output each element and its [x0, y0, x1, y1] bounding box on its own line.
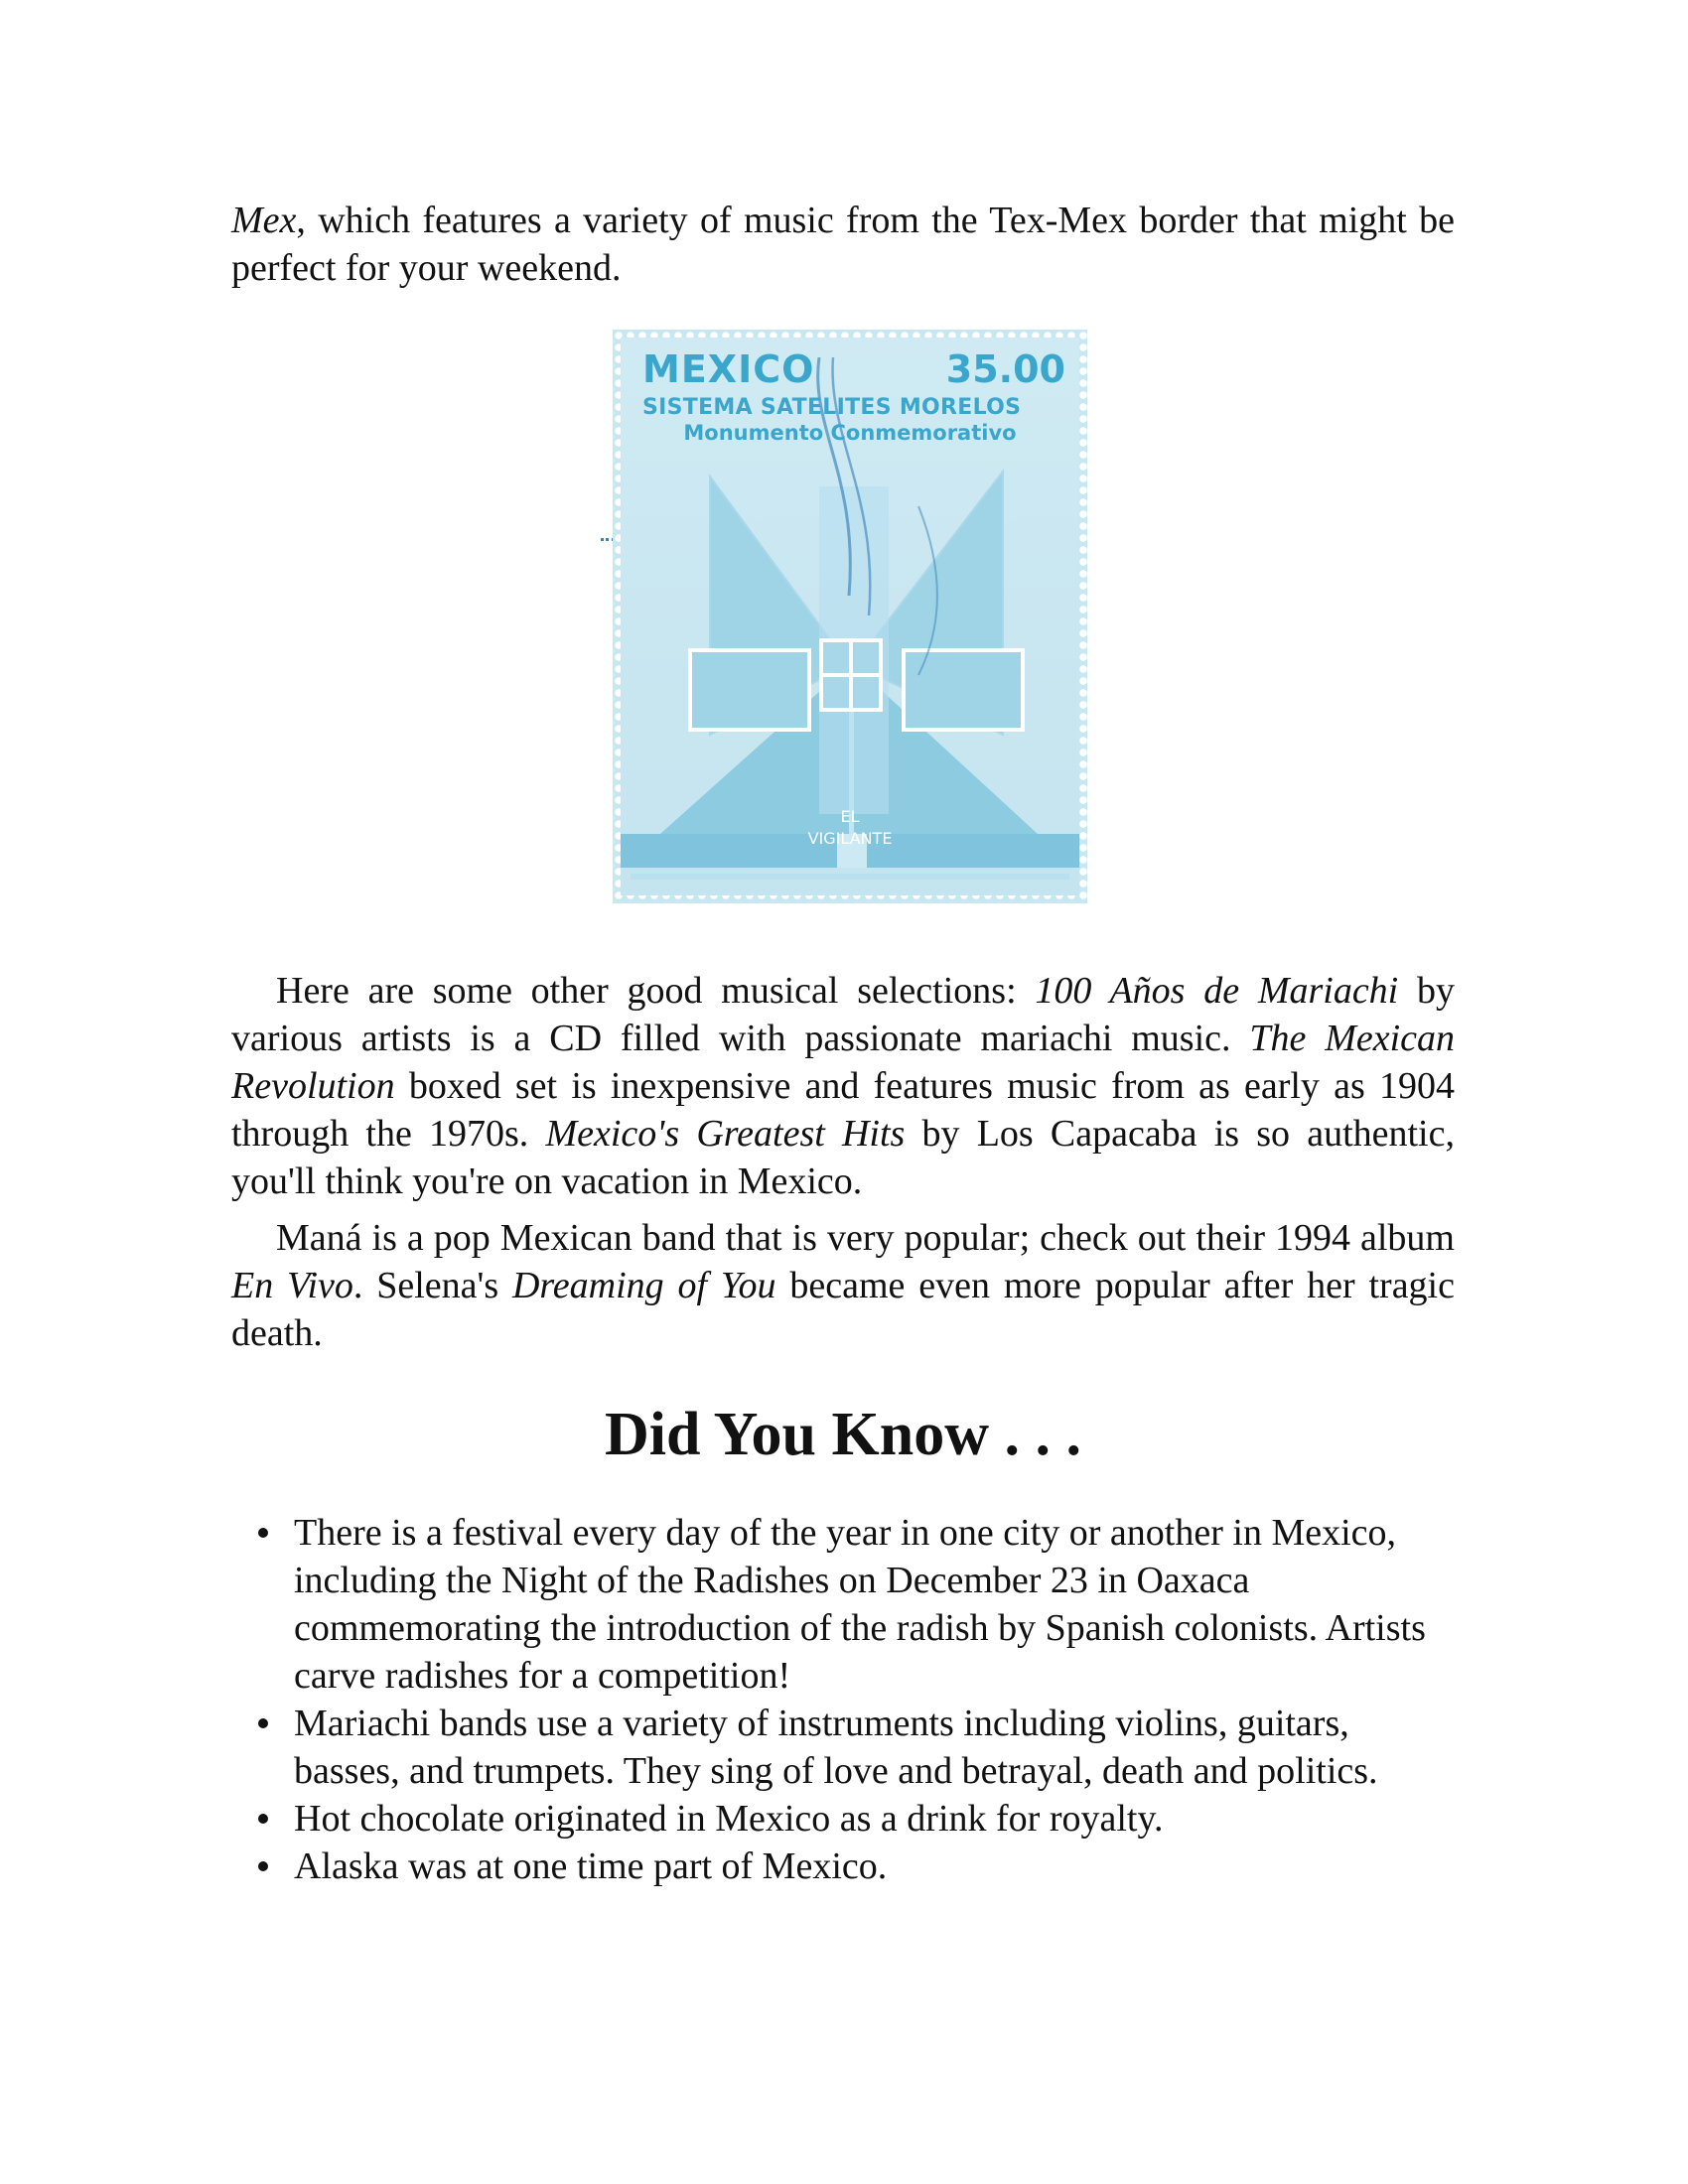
list-item: Hot chocolate originated in Mexico as a drink for royalty. — [294, 1795, 1455, 1843]
text-run: by Los Capacaba is so authentic, you'll think you're on vacation in Mexico. — [231, 1113, 1455, 1202]
text-run: Maná is a pop Mexican band that is very popular; check out their 1994 album — [276, 1217, 1455, 1259]
album-title: Dreaming of You — [511, 1265, 776, 1306]
stamp-value: 35.00 — [945, 347, 1065, 391]
text-run: Here are some other good musical selections: — [276, 970, 1036, 1012]
stamp-subtitle-2: Monumento Conmemorativo — [683, 421, 1017, 445]
mana-paragraph — [231, 1214, 1455, 1357]
list-item: There is a festival every day of the year in one city or another in Mexico, including the Night of the Radishes on December 23 in Oaxaca commemorating the introduction of the radish by Spanish colonists. Artists carve radishes for a competition! — [294, 1509, 1455, 1700]
album-title: Mexico's Greatest Hits — [545, 1113, 906, 1155]
text-run: by various artists is a CD filled with passionate mariachi music. — [231, 970, 1456, 1059]
stamp-country: MEXICO — [642, 347, 815, 391]
intro-text: , which features a variety of music from the Tex-Mex border that might be perfect for your weekend. — [231, 200, 1455, 289]
did-you-know-heading: Did You Know . . . — [604, 1401, 1082, 1468]
stamp-caption-line-1: EL — [840, 807, 860, 826]
stamp-face — [621, 338, 1079, 895]
list-item: Alaska was at one time part of Mexico. — [294, 1843, 1455, 1890]
album-title: The Mexican Revolution — [231, 1018, 1456, 1107]
music-paragraph — [231, 967, 1455, 1205]
stamp-image — [601, 330, 1087, 915]
intro-paragraph — [231, 197, 1455, 292]
stamp-caption — [621, 806, 1079, 850]
stamp-subtitle: SISTEMA SATELITES MORELOS — [642, 395, 1022, 420]
album-title-tex-mex: Mex — [231, 200, 297, 241]
text-run: became even more popular after her tragic death. — [231, 1265, 1455, 1354]
stamp-caption-line-2: VIGILANTE — [807, 829, 893, 848]
list-item: Mariachi bands use a variety of instruments including violins, guitars, basses, and trumpets. They sing of love and betrayal, death and politics. — [294, 1700, 1455, 1795]
page-content — [231, 197, 1455, 1890]
album-title: 100 Años de Mariachi — [1035, 970, 1399, 1012]
text-run: . Selena's — [352, 1265, 512, 1306]
text-run: boxed set is inexpensive and features music from as early as 1904 through the 1970s. — [231, 1065, 1455, 1155]
album-title: En Vivo — [231, 1265, 353, 1306]
postage-stamp — [613, 330, 1087, 903]
facts-list — [231, 1509, 1455, 1890]
